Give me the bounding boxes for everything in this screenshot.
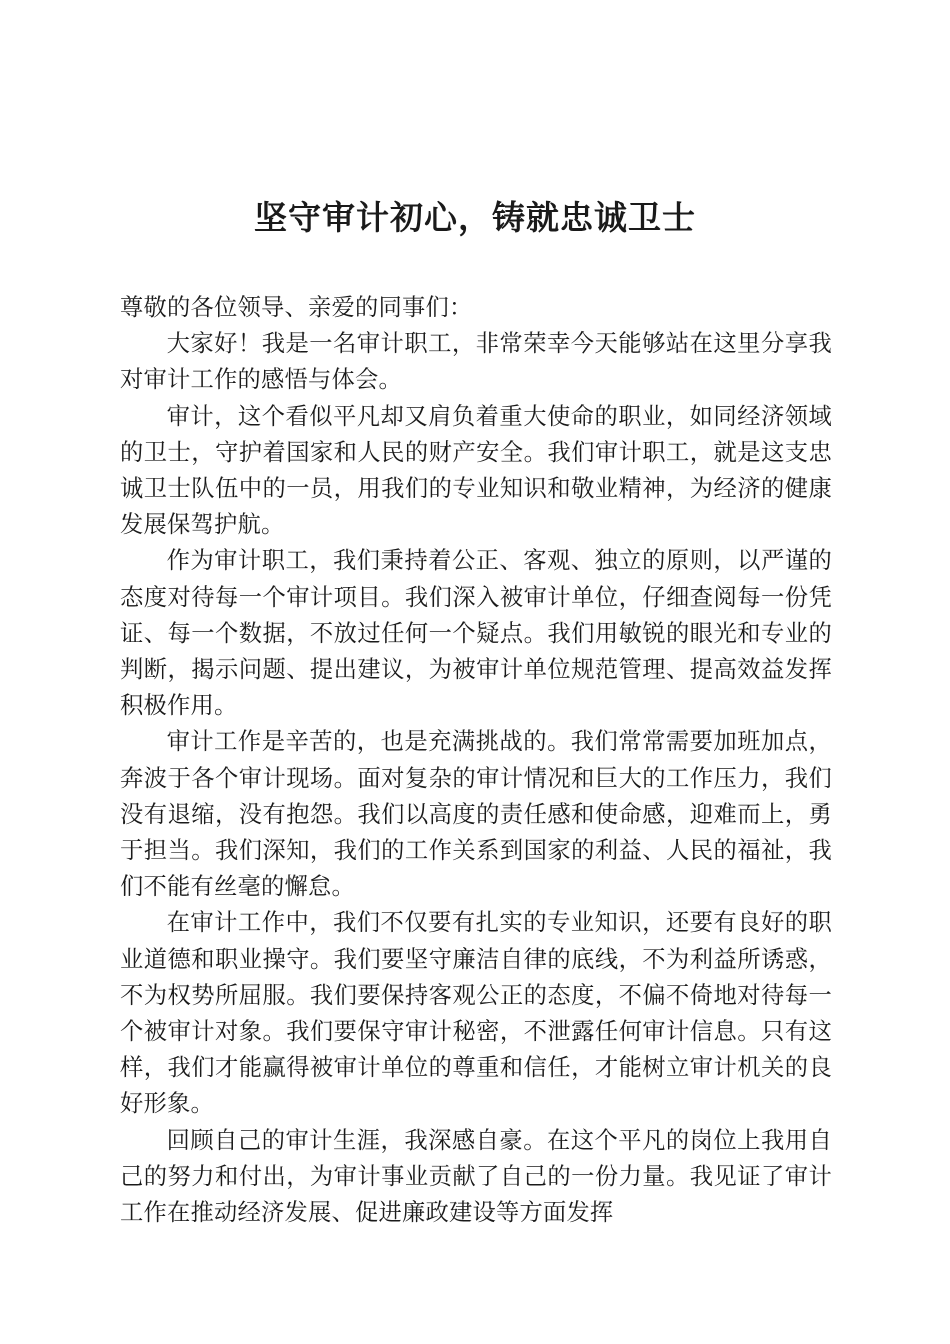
paragraph: 回顾自己的审计生涯，我深感自豪。在这个平凡的岗位上我用自己的努力和付出，为审计事业贡献了自己的一份力量。我见证了审计工作在推动经济发展、促进廉政建设等方面发挥 <box>120 1126 832 1227</box>
salutation: 尊敬的各位领导、亲爱的同事们： <box>120 294 473 321</box>
document-title: 坚守审计初心，铸就忠诚卫士 <box>254 198 696 237</box>
document-body <box>120 290 832 1231</box>
paragraph: 审计工作是辛苦的，也是充满挑战的。我们常常需要加班加点，奔波于各个审计现场。面对复杂的审计情况和巨大的工作压力，我们没有退缩，没有抱怨。我们以高度的责任感和使命感，迎难而上，勇于担当。我们深知，我们的工作关系到国家的利益、人民的福祉，我们不能有丝毫的懈怠。 <box>120 728 832 901</box>
paragraph: 大家好！我是一名审计职工，非常荣幸今天能够站在这里分享我对审计工作的感悟与体会。 <box>120 330 832 394</box>
paragraph: 审计，这个看似平凡却又肩负着重大使命的职业，如同经济领域的卫士，守护着国家和人民的财产安全。我们审计职工，就是这支忠诚卫士队伍中的一员，用我们的专业知识和敬业精神，为经济的健康发展保驾护航。 <box>120 402 832 539</box>
paragraph: 在审计工作中，我们不仅要有扎实的专业知识，还要有良好的职业道德和职业操守。我们要坚守廉洁自律的底线，不为利益所诱惑，不为权势所屈服。我们要保持客观公正的态度，不偏不倚地对待每一个被审计对象。我们要保守审计秘密，不泄露任何审计信息。只有这样，我们才能赢得被审计单位的尊重和信任，才能树立审计机关的良好形象。 <box>120 909 832 1118</box>
paragraph: 作为审计职工，我们秉持着公正、客观、独立的原则，以严谨的态度对待每一个审计项目。我们深入被审计单位，仔细查阅每一份凭证、每一个数据，不放过任何一个疑点。我们用敏锐的眼光和专业的判断，揭示问题、提出建议，为被审计单位规范管理、提高效益发挥积极作用。 <box>120 547 832 720</box>
